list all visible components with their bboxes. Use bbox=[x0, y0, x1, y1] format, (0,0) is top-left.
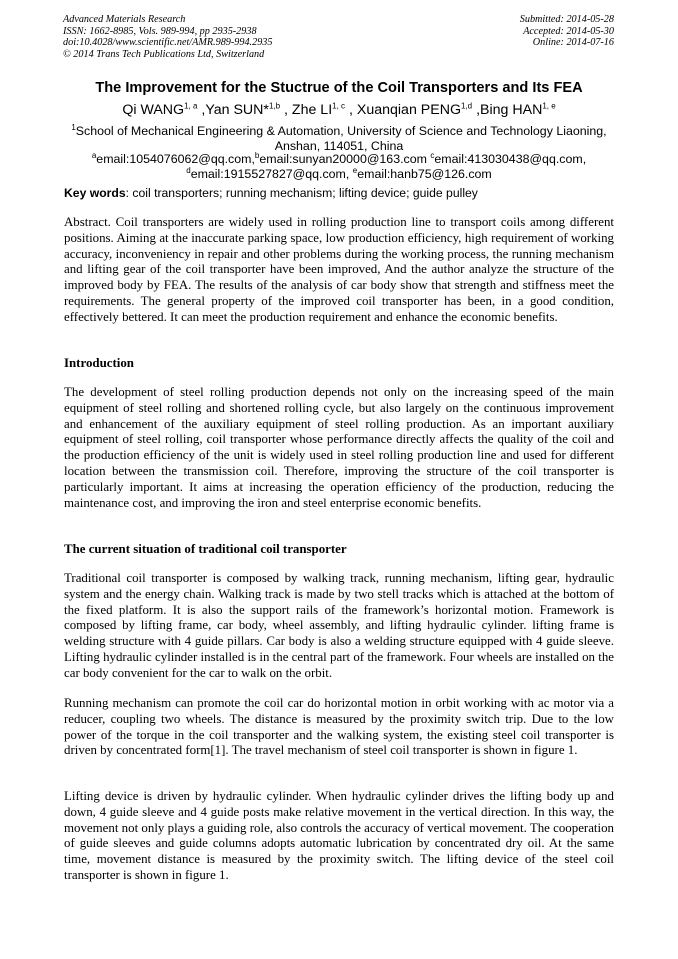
abstract bbox=[64, 215, 614, 326]
email-link[interactable]: email:1054076062@qq.com, bbox=[96, 152, 255, 166]
affiliation bbox=[40, 124, 638, 154]
author-affiliation-mark: 1, a bbox=[184, 101, 198, 111]
author-name: ,Yan SUN* bbox=[201, 102, 269, 118]
email-mark: d bbox=[186, 165, 191, 175]
affiliation-line-2: Anshan, 114051, China bbox=[274, 139, 404, 153]
paragraph: Lifting device is driven by hydraulic cylinder. When hydraulic cylinder drives the lifting body up and down, 4 guide sleeve and 4 guide posts make relative movement in the vertical direction. In this way, the movement not only plays a guiding role, also controls the accuracy of vertical movement. The cooperation of guide sleeves and guide columns adopts automatic lubrication by concentrated dry oil. At the same time, movement distance is measured by the proximity switch. The lifting device of the steel coil transporter is shown in figure 1. bbox=[64, 789, 614, 882]
email-mark: c bbox=[430, 150, 435, 160]
email-mark: e bbox=[352, 165, 358, 175]
submitted-date: Submitted: 2014-05-28 bbox=[519, 14, 614, 25]
paragraph: The development of steel rolling production depends not only on the increasing speed of the main equipment of steel rolling and shortened rolling cycle, but also largely on the continuous improvement and enhancement of the auxiliary equipment of steel rolling production. As an important auxiliary equipment of steel rolling, coil transporter whose performance directly affects the quality of the coil and the production efficiency of the unit is widely used in steel rolling production line and used for different location between the transmission coil. Therefore, improving the structure of the coil transporter is particularly important. It aims at increasing the operation efficiency of the production, reducing the maintenance cost, and improving the iron and steel enterprise economic benefits. bbox=[64, 385, 614, 510]
keywords bbox=[64, 186, 614, 200]
journal-name: Advanced Materials Research bbox=[63, 14, 186, 25]
accepted-date: Accepted: 2014-05-30 bbox=[523, 25, 614, 37]
section-heading-current-situation: The current situation of traditional coil transporter bbox=[64, 542, 347, 556]
affiliation-line-1: School of Mechanical Engineering & Automation, University of Science and Technology Liaoning, bbox=[75, 124, 607, 138]
email-list bbox=[30, 152, 648, 181]
online-date: Online: 2014-07-16 bbox=[532, 37, 614, 49]
publication-dates bbox=[520, 14, 614, 49]
author-affiliation-mark: 1,b bbox=[268, 101, 281, 111]
current-situation-paragraph-3 bbox=[64, 789, 614, 884]
author-affiliation-mark: 1,d bbox=[461, 101, 473, 111]
email-mark: b bbox=[254, 150, 260, 160]
keywords-text: : coil transporters; running mechanism; lifting device; guide pulley bbox=[125, 186, 478, 200]
section-heading-introduction: Introduction bbox=[64, 356, 134, 370]
paragraph: Traditional coil transporter is composed by walking track, running mechanism, lifting gear, hydraulic system and the energy chain. Walking track is made by two stell tracks which is attached at the bottom of the fixed platform. It is also the support rails of the framework’s horizontal motion. Framework is composed by lifting frame, car body, wheel assembly, and lifting hydraulic cylinder. lifting frame is welding structure with 4 guide pillars. Car body is also a welding structure equipped with 4 guide sleeve. Lifting hydraulic cylinder installed is in the central part of the framework. Four wheels are installed on the car body convenient for the car to walk on the orbit. bbox=[64, 571, 614, 680]
paper-title: The Improvement for the Stuctrue of the Coil Transporters and Its FEA bbox=[95, 80, 583, 96]
author-list bbox=[0, 102, 678, 118]
author-name: , Zhe LI bbox=[284, 102, 333, 118]
current-situation-paragraph-2 bbox=[64, 696, 614, 759]
publication-info bbox=[63, 14, 272, 60]
email-link[interactable]: email:1915527827@qq.com, bbox=[190, 166, 350, 181]
author-name: ,Bing HAN bbox=[476, 102, 543, 118]
author-affiliation-mark: 1, c bbox=[332, 101, 346, 111]
current-situation-paragraph-1 bbox=[64, 571, 614, 682]
publication-header bbox=[63, 14, 614, 66]
email-link[interactable]: email:hanb75@126.com bbox=[357, 166, 492, 181]
abstract-text: Abstract. Coil transporters are widely used in rolling production line to transport coils among different positions. Aiming at the inaccurate parking space, low production efficiency, high requirement of working accuracy, inconveniency in repair and other problems during the working process, the running mechanism and lifting gear of the coil transporter have been improved, And the author analyze the structure of the improved body by FEA. The results of the analysis of car body show that strength and stiffness meet the requirements. The general property of the improved coil transporter has been, in a good condition, effectively bettered. It can meet the production requirement and enhance the economic benefits. bbox=[64, 215, 614, 324]
email-link[interactable]: email:413030438@qq.com, bbox=[434, 152, 587, 166]
introduction-section bbox=[64, 385, 614, 511]
email-mark: a bbox=[91, 150, 97, 160]
paragraph: Running mechanism can promote the coil car do horizontal motion in orbit working with ac motor via a reducer, coupling two wheels. The distance is measured by the proximity switch trip. Due to the low power of the torque in the coil transporter and the walking system, the existing steel coil transporter is driven by concentrated form[1]. The travel mechanism of steel coil transporter is shown in figure 1. bbox=[64, 696, 614, 758]
author-affiliation-mark: 1, e bbox=[542, 101, 556, 111]
affiliation-mark: 1 bbox=[71, 122, 76, 132]
author-name: Qi WANG bbox=[122, 102, 185, 118]
copyright-line: © 2014 Trans Tech Publications Ltd, Switzerland bbox=[63, 48, 265, 60]
email-link[interactable]: email:sunyan20000@163.com bbox=[259, 152, 427, 166]
issn-line: ISSN: 1662-8985, Vols. 989-994, pp 2935-2938 bbox=[63, 25, 257, 37]
keywords-label: Key words bbox=[64, 186, 126, 200]
doi-line: doi:10.4028/www.scientific.net/AMR.989-994.2935 bbox=[63, 37, 273, 49]
author-name: , Xuanqian PENG bbox=[349, 102, 461, 118]
